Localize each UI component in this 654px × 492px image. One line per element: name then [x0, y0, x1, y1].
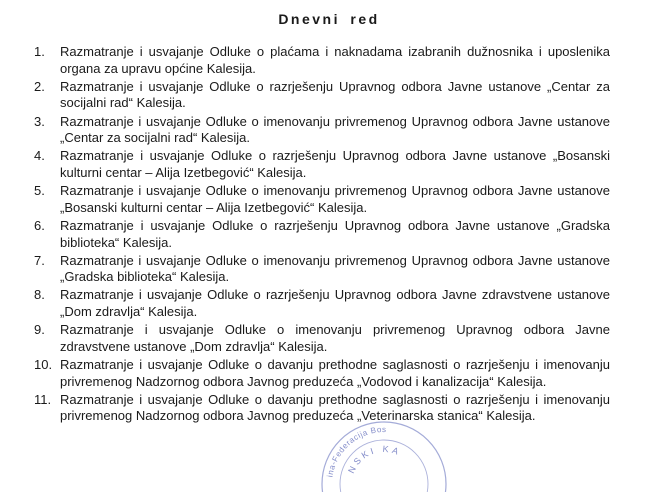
official-stamp — [318, 412, 448, 492]
agenda-item-text: Razmatranje i usvajanje Odluke o davanju prethodne saglasnosti o razrješenju i imenovanju privremenog Nadzornog odbora Javnog preduzeća „Veterinarska stanica“ Kalesija. — [60, 391, 610, 424]
agenda-item-text: Razmatranje i usvajanje Odluke o imenovanju privremenog Upravnog odbora Javne ustanove „Centar za socijalni rad“ Kalesija. — [60, 113, 610, 146]
stamp-inner-text: NSKI KA — [346, 443, 403, 475]
agenda-item-6 — [34, 218, 610, 251]
stamp-arc-text: ina-Federacija Bos — [325, 424, 387, 478]
agenda-item-text: Razmatranje i usvajanje Odluke o razrješenju Upravnog odbora Javne ustanove „Centar za socijalni rad“ Kalesija. — [60, 78, 610, 111]
agenda-item-number: 10. — [34, 357, 53, 373]
agenda-list — [34, 44, 610, 427]
agenda-item-text: Razmatranje i usvajanje Odluke o davanju prethodne saglasnosti o razrješenju i imenovanju privremenog Nadzornog odbora Javnog preduzeća „Vodovod i kanalizacija“ Kalesija. — [60, 357, 610, 389]
agenda-item-text: Razmatranje i usvajanje Odluke o razrješenju Upravnog odbora Javne ustanove „Gradska biblioteka“ Kalesija. — [60, 217, 610, 250]
agenda-item-3 — [34, 114, 610, 147]
agenda-item-number: 7. — [34, 252, 45, 268]
agenda-item-text: Razmatranje i usvajanje Odluke o razrješenju Upravnog odbora Javne ustanove „Bosanski kulturni centar – Alija Izetbegović“ Kalesija. — [60, 148, 610, 180]
agenda-item-4 — [34, 148, 610, 181]
agenda-item-7 — [34, 253, 610, 286]
agenda-item-number: 9. — [34, 322, 45, 338]
agenda-item-number: 8. — [34, 287, 45, 303]
agenda-item-text: Razmatranje i usvajanje Odluke o imenovanju privremenog Upravnog odbora Javne ustanove „Bosanski kulturni centar – Alija Izetbegović“ Kalesija. — [60, 183, 610, 215]
agenda-item-10 — [34, 357, 610, 390]
agenda-item-9 — [34, 322, 610, 355]
agenda-item-number: 6. — [34, 217, 45, 233]
agenda-item-text: Razmatranje i usvajanje Odluke o imenovanju privremenog Upravnog odbora Javne ustanove „Gradska biblioteka“ Kalesija. — [60, 252, 610, 285]
agenda-item-text: Razmatranje i usvajanje Odluke o razrješenju Upravnog odbora Javne zdravstvene ustanove „Dom zdravlja“ Kalesija. — [60, 287, 610, 320]
agenda-item-8 — [34, 287, 610, 320]
agenda-item-1 — [34, 44, 610, 77]
agenda-item-number: 5. — [34, 183, 45, 199]
agenda-item-5 — [34, 183, 610, 216]
agenda-item-number: 1. — [34, 44, 45, 59]
agenda-item-2 — [34, 79, 610, 112]
agenda-item-number: 3. — [34, 113, 45, 129]
document-title: Dnevni red — [278, 11, 380, 27]
svg-text:NSKI KA — [346, 444, 403, 475]
agenda-item-text: Razmatranje i usvajanje Odluke o plaćama i naknadama izabranih dužnosnika i uposlenika organa za upravu općine Kalesija. — [60, 44, 610, 76]
agenda-item-number: 2. — [34, 78, 45, 94]
agenda-item-number: 11. — [34, 391, 52, 407]
agenda-item-number: 4. — [34, 148, 45, 164]
agenda-item-text: Razmatranje i usvajanje Odluke o imenovanju privremenog Upravnog odbora Javne zdravstvene ustanove „Dom zdravlja“ Kalesija. — [60, 322, 610, 354]
